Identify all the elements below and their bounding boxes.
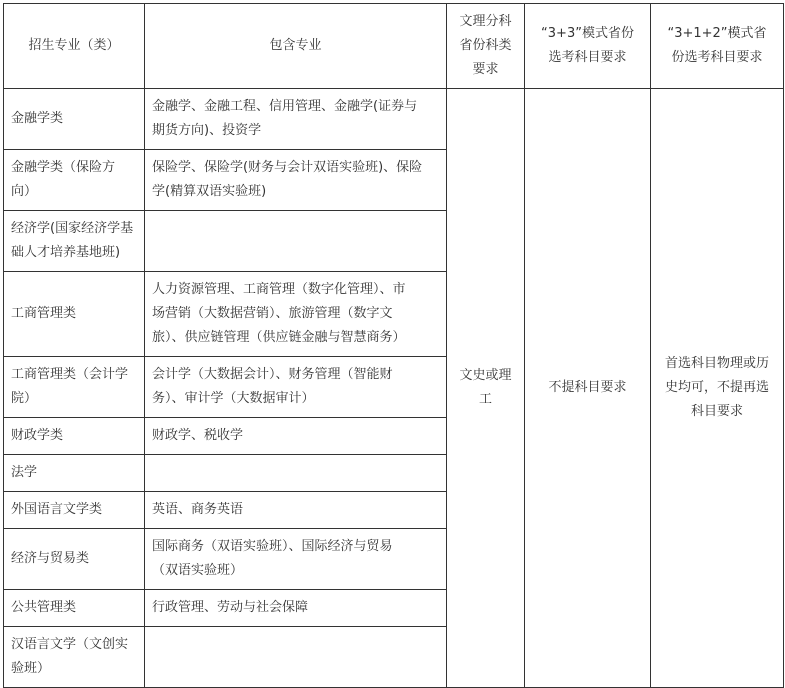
major-cell	[4, 89, 145, 150]
includes-cell-line: 期货方向)、投资学	[152, 123, 262, 138]
header-model-3-1-2: “3+1+2”模式省 份选考科目要求	[651, 4, 784, 89]
includes-cell-line: 英语、商务英语	[152, 502, 244, 517]
includes-cell-line: 场营销（大数据营销）、旅游管理（数字文	[152, 306, 393, 321]
major-cell	[4, 627, 145, 688]
major-cell	[4, 590, 145, 627]
model-3-1-2-cell-line: 首选科目物理或历	[664, 356, 769, 371]
major-cell	[4, 150, 145, 211]
includes-cell	[145, 150, 447, 211]
major-cell-line: 金融学类	[11, 111, 64, 126]
includes-cell-line: 财政学、税收学	[152, 428, 244, 443]
major-cell	[4, 529, 145, 590]
includes-cell	[145, 455, 447, 492]
includes-cell	[145, 89, 447, 150]
science-arts-cell-line: 工	[478, 392, 492, 407]
includes-cell	[145, 357, 447, 418]
includes-cell-line: 人力资源管理、工商管理（数字化管理）、市	[152, 282, 406, 297]
includes-cell	[145, 211, 447, 272]
admissions-table	[3, 3, 784, 688]
includes-cell	[145, 418, 447, 455]
major-cell	[4, 272, 145, 357]
major-cell-line: 公共管理类	[11, 600, 77, 615]
major-cell-line: 向）	[11, 184, 38, 199]
science-arts-cell	[447, 89, 525, 688]
major-cell-line: 财政学类	[11, 428, 64, 443]
major-cell-line: 外国语言文学类	[11, 502, 103, 517]
header-model-3-3: “3+3”模式省份 选考科目要求	[525, 4, 651, 89]
major-cell-line: 金融学类（保险方	[11, 160, 116, 175]
includes-cell-line: 务）、审计学（大数据审计）	[152, 391, 315, 406]
major-cell	[4, 492, 145, 529]
includes-cell	[145, 627, 447, 688]
model-3-1-2-cell	[651, 89, 784, 688]
includes-cell-line: 旅）、供应链管理（供应链金融与智慧商务）	[152, 330, 406, 345]
header-science-arts: 文理分科 省份科类 要求	[447, 4, 525, 89]
includes-cell-line: （双语实验班）	[152, 563, 244, 578]
includes-cell-line: 行政管理、劳动与社会保障	[152, 600, 309, 615]
header-includes: 包含专业	[145, 4, 447, 89]
major-cell-line: 验班）	[11, 661, 51, 676]
major-cell-line: 经济与贸易类	[11, 551, 90, 566]
major-cell	[4, 211, 145, 272]
header-major: 招生专业（类）	[4, 4, 145, 89]
includes-cell	[145, 492, 447, 529]
header-row	[4, 4, 784, 89]
major-cell-line: 工商管理类	[11, 306, 77, 321]
includes-cell	[145, 529, 447, 590]
includes-cell-line: 会计学（大数据会计）、财务管理（智能财	[152, 367, 393, 382]
major-cell-line: 院）	[11, 391, 38, 406]
table-row	[4, 89, 784, 150]
includes-cell-line: 金融学、金融工程、信用管理、金融学(证券与	[152, 99, 418, 114]
model-3-3-cell: 不提科目要求	[525, 89, 651, 688]
includes-cell	[145, 272, 447, 357]
includes-cell-line: 保险学、保险学(财务与会计双语实验班)、保险	[152, 160, 423, 175]
major-cell-line: 经济学(国家经济学基	[11, 221, 134, 236]
major-cell-line: 工商管理类（会计学	[11, 367, 129, 382]
includes-cell	[145, 590, 447, 627]
major-cell	[4, 455, 145, 492]
includes-cell-line: 学(精算双语实验班)	[152, 184, 267, 199]
major-cell-line: 础人才培养基地班)	[11, 245, 121, 260]
major-cell	[4, 357, 145, 418]
model-3-1-2-cell-line: 科目要求	[690, 404, 743, 419]
model-3-1-2-cell-line: 史均可，不提再选	[664, 380, 769, 395]
includes-cell-line: 国际商务（双语实验班）、国际经济与贸易	[152, 539, 393, 554]
major-cell-line: 法学	[11, 465, 38, 480]
science-arts-cell-line: 文史或理	[459, 368, 512, 383]
major-cell-line: 汉语言文学（文创实	[11, 637, 129, 652]
major-cell	[4, 418, 145, 455]
